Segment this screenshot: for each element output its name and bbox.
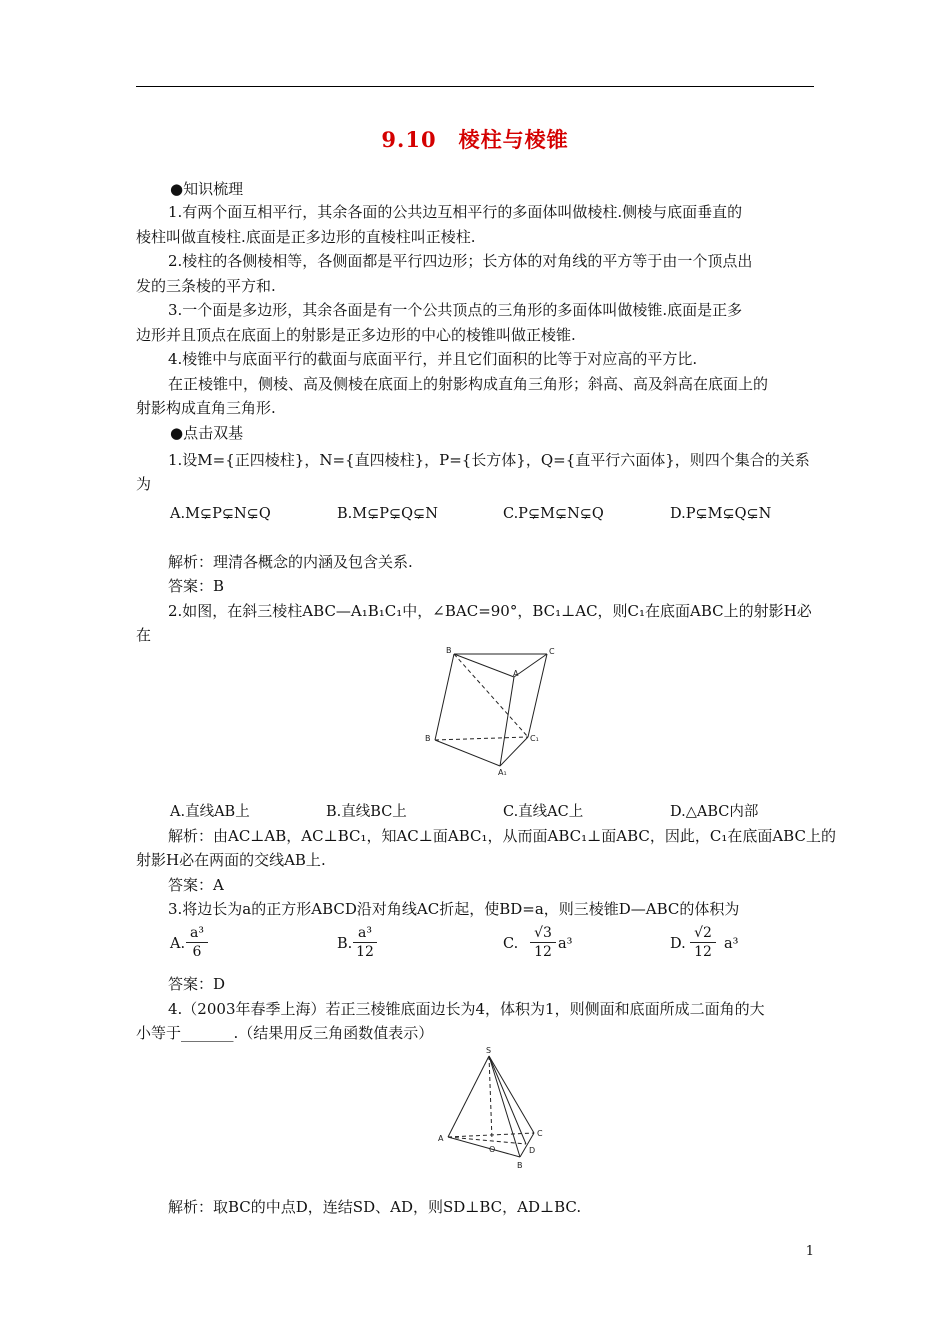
question-stem: 在 xyxy=(136,626,152,644)
answer-text: 答案：A xyxy=(168,876,224,894)
vertex-label-a: A xyxy=(438,1134,444,1143)
option-d-label: D. xyxy=(670,936,686,952)
knowledge-paragraph: 在正棱锥中，侧棱、高及侧棱在底面上的射影构成直角三角形；斜高、高及斜高在底面上的 xyxy=(168,375,769,393)
option-c: C.P⊊M⊊N⊊Q xyxy=(503,506,604,522)
fraction-numerator: √2 xyxy=(690,924,716,943)
oblique-prism-figure xyxy=(420,642,560,782)
fraction-denominator: 12 xyxy=(534,944,552,960)
option-c: C.直线AC上 xyxy=(503,804,584,820)
option-d-fraction xyxy=(690,924,716,961)
option-d-tail: a³ xyxy=(724,936,739,952)
knowledge-paragraph: 4.棱锥中与底面平行的截面与底面平行，并且它们面积的比等于对应高的平方比. xyxy=(168,350,698,368)
option-c-fraction xyxy=(530,924,556,961)
question-stem: 4.（2003年春季上海）若正三棱锥底面边长为4，体积为1，则侧面和底面所成二面角的大 xyxy=(168,1000,765,1018)
fraction-numerator: a³ xyxy=(186,924,208,943)
vertex-label-c: C xyxy=(549,647,555,656)
option-a-fraction xyxy=(186,924,208,961)
knowledge-paragraph: 3.一个面是多边形，其余各面是有一个公共顶点的三角形的多面体叫做棱锥.底面是正多 xyxy=(168,301,743,319)
option-d: D.△ABC内部 xyxy=(670,804,759,820)
section-heading-basics: ●点击双基 xyxy=(170,424,244,442)
analysis-text: 解析：取BC的中点D，连结SD、AD，则SD⊥BC，AD⊥BC. xyxy=(168,1198,582,1216)
vertex-label-a: A xyxy=(513,669,519,678)
answer-text: 答案：B xyxy=(168,577,225,595)
option-d: D.P⊊M⊊Q⊊N xyxy=(670,506,772,522)
answer-text: 答案：D xyxy=(168,975,226,993)
vertex-label-c1: C₁ xyxy=(530,734,539,743)
vertex-label-b1: B xyxy=(425,734,431,743)
knowledge-paragraph: 棱柱叫做直棱柱.底面是正多边形的直棱柱叫正棱柱. xyxy=(136,228,476,246)
section-heading-knowledge: ●知识梳理 xyxy=(170,180,244,198)
vertex-label-c: C xyxy=(537,1129,543,1138)
fraction-numerator: a³ xyxy=(353,924,377,943)
question-stem: 为 xyxy=(136,475,152,493)
fraction-denominator: 6 xyxy=(192,944,202,960)
header-rule xyxy=(136,86,814,87)
option-b-fraction xyxy=(353,924,377,961)
fraction-numerator: √3 xyxy=(530,924,556,943)
page-number: 1 xyxy=(805,1244,814,1259)
analysis-text: 射影H必在两面的交线AB上. xyxy=(136,851,326,869)
question-stem: 小等于_______.（结果用反三角函数值表示） xyxy=(136,1024,434,1042)
vertex-label-a1: A₁ xyxy=(498,768,507,777)
question-stem: 3.将边长为a的正方形ABCD沿对角线AC折起，使BD=a，则三棱锥D—ABC的体积为 xyxy=(168,900,740,918)
vertex-label-s: S xyxy=(486,1046,492,1055)
option-b: B.M⊊P⊊Q⊊N xyxy=(337,506,438,522)
analysis-text: 解析：理清各概念的内涵及包含关系. xyxy=(168,553,413,571)
option-c-tail: a³ xyxy=(558,936,573,952)
question-stem: 1.设M={正四棱柱}，N={直四棱柱}，P={长方体}，Q={直平行六面体}，则四个集合的关系 xyxy=(168,451,810,469)
option-b-label: B. xyxy=(337,936,353,952)
option-c-label: C. xyxy=(503,936,519,952)
vertex-label-b: B xyxy=(517,1161,523,1170)
pyramid-figure xyxy=(432,1042,552,1172)
option-a: A.M⊊P⊊N⊊Q xyxy=(170,506,271,522)
page-title: 9.10 棱柱与棱锥 xyxy=(381,127,569,152)
fraction-denominator: 12 xyxy=(694,944,712,960)
vertex-label-o: O xyxy=(489,1145,496,1154)
option-a: A.直线AB上 xyxy=(170,804,250,820)
analysis-text: 解析：由AC⊥AB，AC⊥BC₁，知AC⊥面ABC₁，从而面ABC₁⊥面ABC，因此，C₁在底面ABC上的 xyxy=(168,827,836,845)
fraction-denominator: 12 xyxy=(356,944,374,960)
knowledge-paragraph: 1.有两个面互相平行，其余各面的公共边互相平行的多面体叫做棱柱.侧棱与底面垂直的 xyxy=(168,203,743,221)
vertex-label-b: B xyxy=(446,646,452,655)
knowledge-paragraph: 边形并且顶点在底面上的射影是正多边形的中心的棱锥叫做正棱锥. xyxy=(136,326,576,344)
vertex-label-d: D xyxy=(529,1146,536,1155)
knowledge-paragraph: 射影构成直角三角形. xyxy=(136,399,276,417)
option-a-label: A. xyxy=(170,936,186,952)
option-b: B.直线BC上 xyxy=(326,804,407,820)
knowledge-paragraph: 发的三条棱的平方和. xyxy=(136,277,276,295)
question-stem: 2.如图，在斜三棱柱ABC—A₁B₁C₁中，∠BAC=90°，BC₁⊥AC，则C₁在底面ABC上的射影H必 xyxy=(168,602,812,620)
knowledge-paragraph: 2.棱柱的各侧棱相等，各侧面都是平行四边形；长方体的对角线的平方等于由一个顶点出 xyxy=(168,252,753,270)
